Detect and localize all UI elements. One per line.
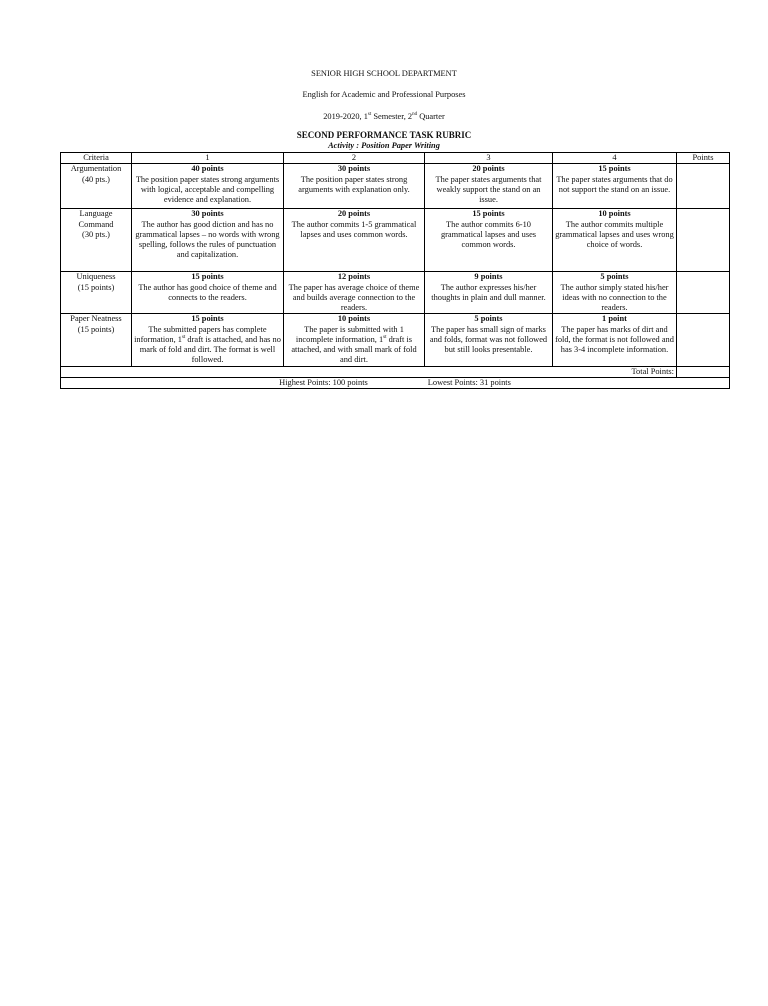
rubric-cell [132,272,284,314]
desc-part-b: draft is attached, and has no mark of fold and dirt. The format is well followed. [139,334,281,365]
cell-description: The paper has small sign of marks and folds, format was not followed but still looks presentable. [429,324,548,354]
total-points-label: Total Points: [61,366,677,377]
cell-description: The author commits multiple grammatical lapses and uses wrong choice of words. [555,219,674,249]
rubric-cell [553,314,677,366]
cell-points: 15 points [598,164,631,174]
rubric-cell [132,164,284,209]
rubric-cell [284,314,425,366]
cell-description: The author has good diction and has no grammatical lapses – no words with wrong spelling, follows the rules of punctuation and capitalization. [135,219,280,260]
desc-sup: st [181,334,186,340]
table-header-row [61,153,730,164]
cell-points: 40 points [191,164,224,174]
cell-points: 12 points [337,272,371,282]
criteria-cell [61,272,132,314]
rubric-title: SECOND PERFORMANCE TASK RUBRIC [296,130,472,140]
table-row [61,272,730,314]
desc-sup: st [383,334,387,340]
points-cell[interactable] [677,272,730,314]
cell-description: The paper states arguments that weakly support the stand on an issue. [435,174,542,204]
cell-description: The author commits 6-10 grammatical lapses and uses common words. [440,219,537,249]
cell-points: 9 points [474,272,503,282]
cell-description: The author commits 1-5 grammatical lapses and uses common words. [291,219,417,239]
cell-description: The paper states arguments that do not support the stand on an issue. [556,174,673,194]
activity-title: Activity : Position Paper Writing [328,141,440,150]
desc-part-a: The submitted papers has complete information, 1 [134,324,267,344]
term-sup-1: st [367,112,372,117]
criteria-cell [61,209,132,272]
cell-points: 30 points [191,209,224,219]
cell-description: The author simply stated his/her ideas with no connection to the readers. [560,282,669,312]
criteria-weight: (15 points) [77,282,115,292]
rubric-cell [284,272,425,314]
rubric-cell [553,164,677,209]
table-row [61,164,730,209]
rubric-cell [132,314,284,366]
criteria-weight: (15 points) [77,324,115,334]
criteria-weight: (30 pts.) [82,229,110,239]
rubric-cell [425,314,553,366]
rubric-cell [425,209,553,272]
criteria-cell [61,164,132,209]
cell-description: The position paper states strong arguments with logical, acceptable and compelling evidence and explanation. [135,174,280,204]
criteria-weight: (40 pts.) [82,174,110,184]
cell-description: The author expresses his/her thoughts in plain and dull manner. [431,282,546,302]
cell-description: The paper has average choice of theme and builds average connection to the readers. [288,282,420,312]
term-quarter: Quarter [417,112,445,121]
cell-points: 1 point [602,314,627,324]
subject-heading: English for Academic and Professional Purposes [302,90,466,99]
cell-points: 5 points [474,314,503,324]
points-summary [61,377,730,388]
cell-points: 15 points [472,209,505,219]
cell-points: 10 points [337,314,371,324]
criteria-name: Argumentation [70,164,122,174]
criteria-name: Paper Neatness [70,314,122,324]
total-points-cell[interactable] [677,366,730,377]
desc-part-a: The paper is submitted with 1 incomplete information, 1 [295,324,404,344]
criteria-name: Language Command [78,209,114,229]
department-heading: SENIOR HIGH SCHOOL DEPARTMENT [311,69,457,78]
cell-points: 30 points [337,164,371,174]
cell-points: 20 points [337,209,371,219]
header-level-3: 3 [425,153,553,164]
cell-description: The author has good choice of theme and connects to the readers. [138,282,277,302]
rubric-cell [284,209,425,272]
summary-row [61,377,730,388]
points-cell[interactable] [677,209,730,272]
table-row [61,314,730,366]
points-cell[interactable] [677,314,730,366]
rubric-cell [425,272,553,314]
term-year: 2019-2020, 1 [323,112,368,121]
cell-points: 5 points [600,272,629,282]
cell-points: 15 points [191,272,224,282]
criteria-name: Uniqueness [76,272,116,282]
lowest-points: Lowest Points: 31 points [427,377,511,387]
points-cell[interactable] [677,164,730,209]
total-row [61,366,730,377]
header-level-2: 2 [284,153,425,164]
header-criteria: Criteria [61,153,132,164]
rubric-table [60,152,730,389]
cell-points: 20 points [472,164,505,174]
header-level-4: 4 [553,153,677,164]
rubric-cell [284,164,425,209]
term-sup-2: nd [412,112,418,117]
rubric-cell [425,164,553,209]
cell-points: 15 points [191,314,224,324]
rubric-cell [132,209,284,272]
term-semester: Semester, 2 [371,112,413,121]
rubric-cell [553,209,677,272]
highest-points: Highest Points: 100 points [279,377,368,387]
header-level-1: 1 [132,153,284,164]
header-points: Points [677,153,730,164]
criteria-cell [61,314,132,366]
rubric-cell [553,272,677,314]
cell-description: The paper has marks of dirt and fold, the format is not followed and has 3-4 incomplete information. [555,324,674,354]
cell-description [134,325,281,366]
term-heading [0,112,768,122]
table-row [61,209,730,272]
desc-part-b: draft is attached, and with small mark of fold and dirt. [291,334,417,365]
cell-description: The position paper states strong arguments with explanation only. [298,174,410,194]
cell-description [286,325,422,366]
cell-points: 10 points [598,209,631,219]
